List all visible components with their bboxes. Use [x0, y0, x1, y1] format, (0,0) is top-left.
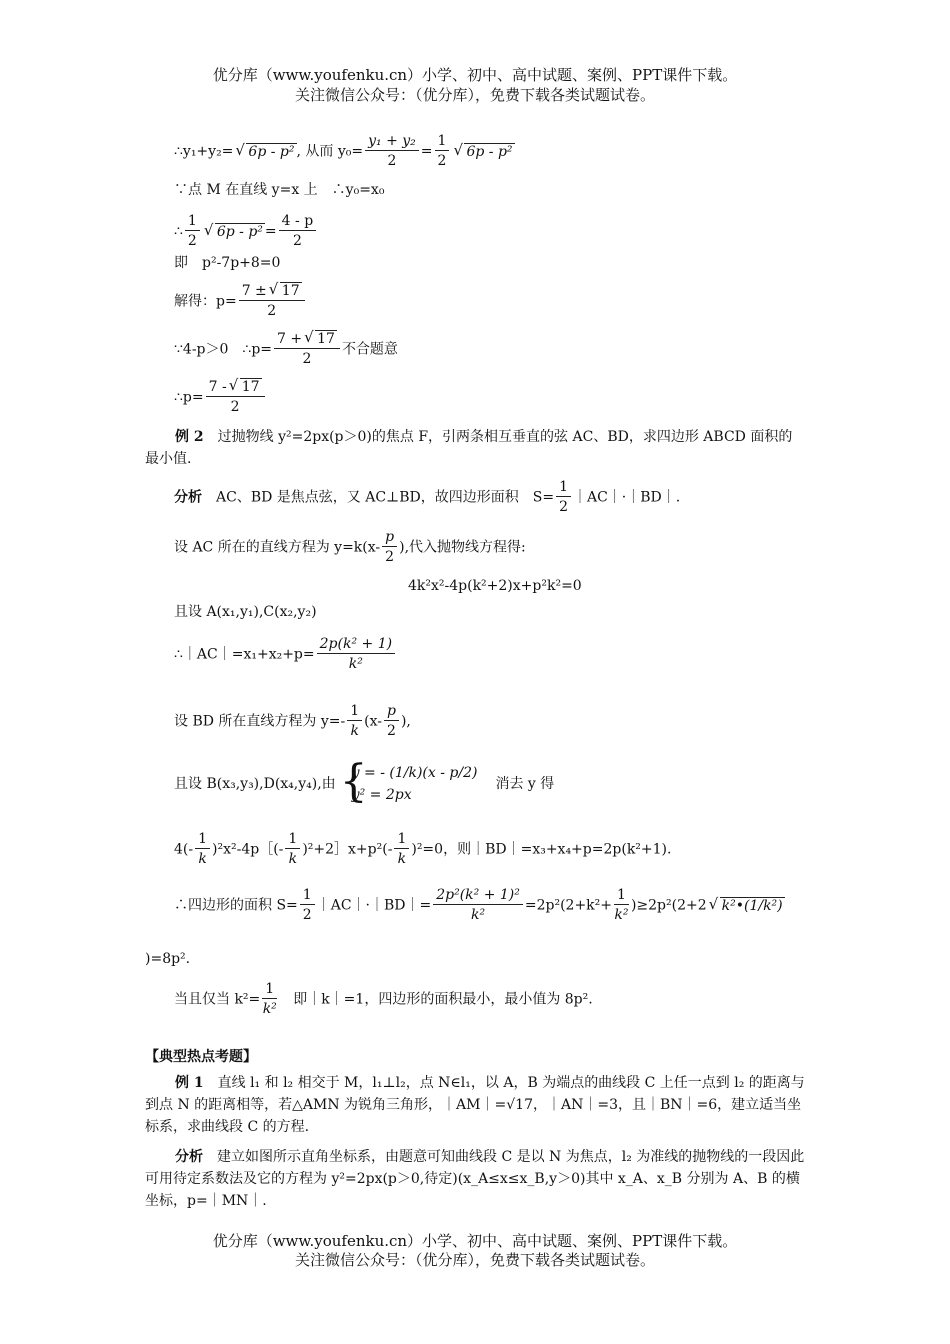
header-line-1: 优分库（www.youfenku.cn）小学、初中、高中试题、案例、PPT课件下载。: [212, 66, 738, 84]
equation-system: { y = - (1/k)(x - p/2) y² = 2px: [339, 756, 478, 807]
derivation-line-6: ∵4-p＞0 ∴p= $\frac{7 +√ 17}{2}$ 不合题意: [174, 330, 398, 369]
step-4: 设 BD 所在直线方程为 y=- $\frac{1}{k}$ (x- $\frac{p}{2}$ ),: [174, 703, 411, 739]
footer-line-1: 优分库（www.youfenku.cn）小学、初中、高中试题、案例、PPT课件下载。: [212, 1232, 738, 1250]
derivation-line-3: ∴ $\frac{1}{2}$ √ 6p - p² = $\frac{4 - p}{2}$: [174, 212, 318, 251]
derivation-line-7: ∴p= $\frac{7 -√ 17}{2}$: [174, 378, 267, 417]
section-title: 【典型热点考题】: [145, 1049, 257, 1065]
step-2: 且设 A(x₁,y₁),C(x₂,y₂): [174, 604, 317, 620]
header-line-2: 关注微信公众号：（优分库），免费下载各类试题试卷。: [294, 86, 655, 104]
step-3: ∴｜AC｜=x₁+x₂+p= $\frac{\text{2p(k² + 1)}}{\text{k²}}$: [174, 635, 397, 674]
step-7: ∴四边形的面积 S= $\frac{1}{2}$ ｜AC｜·｜BD｜= $\frac{\text{2p²(k² + 1)²}}{\text{k²}}$ =2p²(2+k²+ $\frac{1}{\text{k²}}$ )≥2p²(2+2√ k²•(1/k²): [174, 886, 785, 925]
hot-analysis: 分析 建立如图所示直角坐标系，由题意可知曲线段 C 是以 N 为焦点，l₂ 为准线的抛物线的一段因此可用待定系数法及它的方程为 y²=2px(p＞0,待定)(x_A≤x≤x_B,y＞0)其中 x_A、x_B 分别为 A、B 的横坐标，p=｜MN｜.: [145, 1149, 805, 1209]
example-2: 例 2 过抛物线 y²=2px(p＞0)的焦点 F，引两条相互垂直的弦 AC、BD，求四边形 ABCD 面积的最小值.: [145, 429, 793, 467]
step-6: 4(- $\frac{1}{k}$ )²x²-4p［(- $\frac{1}{k}$ )²+2］x+p²(- $\frac{1}{k}$ )²=0，则｜BD｜=x₃+x₄+p=2p(k²+1).: [174, 831, 672, 867]
step-8: 当且仅当 k²= $\frac{1}{\text{k²}}$ 即｜k｜=1，四边形的面积最小，最小值为 8p².: [174, 981, 593, 1017]
step-1-equation: 4k²x²-4p(k²+2)x+p²k²=0: [408, 578, 582, 594]
step-7-tail: )=8p².: [145, 951, 191, 967]
derivation-line-2: ∵点 M 在直线 y=x 上 ∴y₀=x₀: [174, 182, 385, 198]
derivation-line-5: 解得：p= $\frac{7 \pm√ 17}{2}$: [174, 282, 307, 321]
hot-example-1: 例 1 直线 l₁ 和 l₂ 相交于 M，l₁⊥l₂，点 N∈l₁，以 A，B 为端点的曲线段 C 上任一点到 l₂ 的距离与到点 N 的距离相等，若△AMN 为锐角三角形，｜AM｜=√17，｜AN｜=3，且｜BN｜=6，建立适当坐标系，求曲线段 C 的方程.: [145, 1075, 805, 1135]
derivation-line-4: 即 p²-7p+8=0: [174, 255, 281, 271]
fraction: $\frac{\text{y₁ + y₂}}{2}$: [365, 132, 419, 171]
step-1: 设 AC 所在的直线方程为 y=k(x- $\frac{p}{2}$ ),代入抛物线方程得:: [174, 529, 526, 565]
footer-line-2: 关注微信公众号：（优分库），免费下载各类试题试卷。: [294, 1251, 655, 1269]
example-label: 例 2: [175, 429, 204, 445]
derivation-line-1: ∴y₁+y₂=√ 6p - p² , 从而 y₀= $\frac{\text{y₁ + y₂}}{2}$ = $\frac{1}{2}$ √ 6p - p²: [174, 132, 515, 171]
step-5: 且设 B(x₃,y₃),D(x₄,y₄),由 { y = - (1/k)(x - p/2) y² = 2px 消去 y 得: [174, 756, 555, 807]
analysis-line: 分析 AC、BD 是焦点弦，又 AC⊥BD，故四边形面积 S= $\frac{1}{2}$ ｜AC｜·｜BD｜.: [174, 479, 681, 515]
